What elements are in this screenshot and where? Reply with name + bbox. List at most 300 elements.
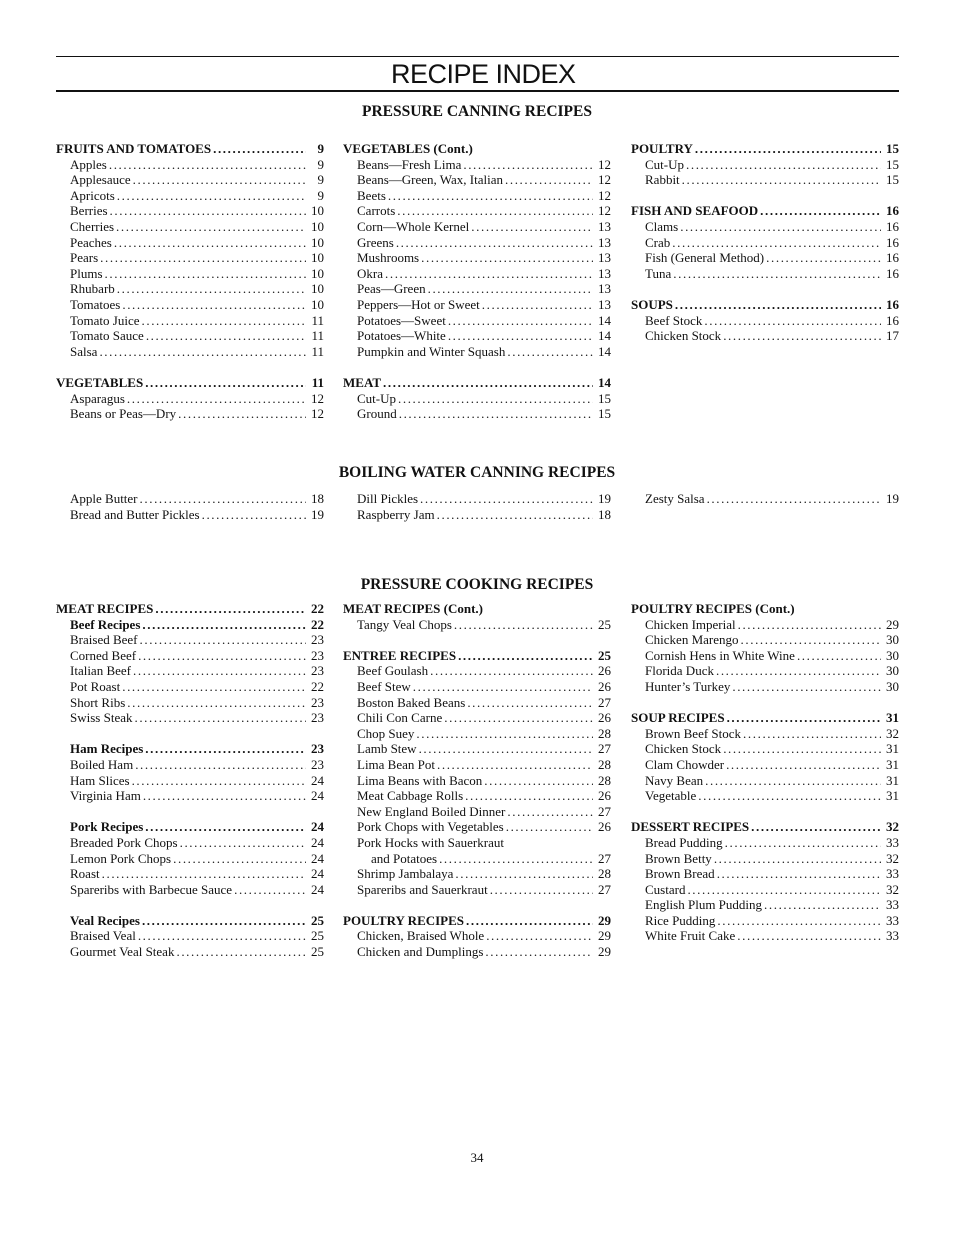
dot-leader — [176, 406, 306, 422]
index-entry-label: Carrots — [357, 203, 396, 219]
dot-leader — [435, 507, 593, 523]
index-entry-label: and Potatoes — [371, 850, 438, 866]
group-heading — [631, 203, 899, 219]
index-entry-label: Cut-Up — [645, 156, 684, 172]
dot-leader — [735, 928, 881, 944]
dot-leader — [483, 944, 593, 960]
index-entry-page: 26 — [598, 819, 611, 835]
dot-leader — [120, 679, 306, 695]
group-heading-label: MEAT — [343, 374, 382, 390]
index-entry-label: Tomato Juice — [70, 312, 140, 328]
index-entry — [631, 773, 899, 789]
index-entry-label: Lima Beans with Bacon — [357, 772, 483, 788]
group-heading — [56, 617, 324, 633]
index-entry — [343, 788, 611, 804]
index-entry — [631, 491, 899, 507]
index-entry-page: 33 — [886, 866, 899, 882]
group-heading — [56, 819, 324, 835]
dot-leader — [171, 851, 306, 867]
index-entry — [631, 788, 899, 804]
index-entry — [631, 897, 899, 913]
index-entry-page: 33 — [886, 897, 899, 913]
index-group — [343, 601, 611, 632]
index-entry — [343, 695, 611, 711]
index-entry-page: 19 — [598, 491, 611, 506]
index-entry-page: 31 — [886, 741, 899, 757]
group-heading — [56, 601, 324, 617]
dot-leader — [673, 297, 881, 313]
page-title: RECIPE INDEX — [391, 59, 576, 89]
index-entry — [56, 695, 324, 711]
dot-leader — [107, 157, 306, 173]
dot-leader — [418, 491, 593, 507]
dot-leader — [730, 679, 881, 695]
index-entry-label: Pork Chops with Vegetables — [357, 819, 504, 835]
group-heading-page: 32 — [886, 819, 899, 835]
dot-leader — [739, 632, 881, 648]
index-entry-label: Peppers—Hot or Sweet — [357, 296, 480, 312]
index-entry — [343, 851, 611, 867]
index-entry-label: Crab — [645, 234, 671, 250]
group-heading — [631, 819, 899, 835]
index-entry-page: 24 — [311, 772, 324, 788]
index-entry — [343, 297, 611, 313]
dot-leader — [125, 391, 306, 407]
dot-leader — [98, 250, 306, 266]
index-group — [56, 913, 324, 960]
dot-leader — [484, 928, 593, 944]
dot-leader — [456, 648, 593, 664]
group-heading-label: MEAT RECIPES — [56, 601, 154, 616]
index-entry-page: 24 — [311, 881, 324, 897]
index-entry — [343, 507, 611, 523]
index-entry-page: 24 — [311, 866, 324, 882]
dot-leader — [130, 773, 306, 789]
index-entry-page: 32 — [886, 850, 899, 866]
index-entry-page: 27 — [598, 803, 611, 819]
index-entry-label: Gourmet Veal Steak — [70, 944, 175, 960]
index-entry — [343, 281, 611, 297]
index-entry-label: Mushrooms — [357, 250, 420, 266]
index-entry — [631, 617, 899, 633]
index-entry-page: 27 — [598, 850, 611, 866]
index-entry-page: 25 — [311, 928, 324, 944]
group-heading-label: POULTRY RECIPES — [343, 912, 465, 928]
dot-leader — [136, 648, 306, 664]
dot-leader — [411, 679, 593, 695]
index-entry-label: Beef Goulash — [357, 663, 429, 679]
boiling-water-column-2 — [343, 491, 611, 538]
index-entry-page: 30 — [886, 678, 899, 694]
index-entry — [343, 741, 611, 757]
index-entry-label: Bread Pudding — [645, 834, 723, 850]
index-group — [631, 491, 899, 507]
index-entry-label: Chili Con Carne — [357, 710, 443, 726]
index-entry — [343, 391, 611, 407]
index-entry — [56, 219, 324, 235]
boiling-water-column-1 — [56, 491, 324, 538]
index-entry — [56, 266, 324, 282]
dot-leader — [132, 710, 306, 726]
index-entry-label: Clams — [645, 218, 679, 234]
index-group — [56, 741, 324, 803]
index-group — [56, 617, 324, 726]
title-top-rule — [56, 56, 899, 57]
index-entry-page: 10 — [311, 265, 324, 281]
index-entry — [631, 835, 899, 851]
index-entry — [343, 757, 611, 773]
index-entry-label: New England Boiled Dinner — [357, 803, 506, 819]
index-entry — [343, 928, 611, 944]
index-entry-label: Ground — [357, 406, 397, 422]
index-entry — [343, 235, 611, 251]
dot-leader — [671, 266, 881, 282]
index-entry-page: 22 — [311, 678, 324, 694]
dot-leader — [703, 773, 881, 789]
index-entry — [56, 203, 324, 219]
index-entry-label: English Plum Pudding — [645, 897, 763, 913]
index-entry-page: 28 — [598, 756, 611, 772]
dot-leader — [505, 804, 593, 820]
dot-leader — [211, 141, 306, 157]
group-heading-label: POULTRY — [631, 141, 693, 156]
index-entry-page: 23 — [311, 632, 324, 648]
group-heading — [631, 297, 899, 313]
dot-leader — [396, 391, 593, 407]
dot-leader — [463, 788, 593, 804]
index-entry-page: 16 — [886, 234, 899, 250]
index-entry — [343, 219, 611, 235]
index-entry-page: 16 — [886, 312, 899, 328]
pressure-canning-column-3 — [631, 141, 899, 359]
dot-leader — [140, 913, 306, 929]
index-entry-label: Apple Butter — [70, 491, 138, 506]
index-entry — [343, 313, 611, 329]
dot-leader — [469, 219, 593, 235]
group-heading-page: 31 — [886, 710, 899, 726]
index-entry — [343, 663, 611, 679]
group-heading — [343, 648, 611, 664]
pressure-cooking-column-1 — [56, 601, 324, 975]
index-entry — [56, 944, 324, 960]
index-entry-label: Ham Slices — [70, 772, 130, 788]
dot-leader — [435, 757, 593, 773]
group-heading — [343, 913, 611, 929]
dot-leader — [684, 157, 881, 173]
group-heading-page: 23 — [311, 741, 324, 757]
dot-leader — [725, 710, 881, 726]
index-entry-page: 16 — [886, 218, 899, 234]
group-heading — [343, 601, 611, 617]
dot-leader — [480, 297, 593, 313]
group-heading-page: 16 — [886, 203, 899, 219]
index-entry — [56, 851, 324, 867]
index-entry-page: 19 — [886, 491, 899, 506]
group-heading-label: SOUP RECIPES — [631, 710, 725, 726]
group-heading-label: Pork Recipes — [70, 819, 144, 835]
dot-leader — [103, 266, 306, 282]
index-entry-page: 17 — [886, 328, 899, 344]
section-title-pressure-cooking: PRESSURE COOKING RECIPES — [360, 576, 594, 593]
dot-leader — [426, 281, 593, 297]
index-entry — [56, 297, 324, 313]
index-entry — [631, 663, 899, 679]
dot-leader — [112, 235, 306, 251]
index-entry-page: 16 — [886, 250, 899, 266]
index-entry-page: 19 — [311, 506, 324, 522]
index-entry — [631, 313, 899, 329]
index-entry — [343, 157, 611, 173]
index-entry-page: 13 — [598, 218, 611, 234]
index-entry-label: Lima Bean Pot — [357, 756, 435, 772]
index-group — [56, 141, 324, 359]
index-entry-page: 10 — [311, 203, 324, 219]
group-heading — [631, 601, 899, 617]
index-entry — [343, 710, 611, 726]
index-entry-page: 16 — [886, 265, 899, 281]
index-group — [343, 648, 611, 898]
index-entry-label: Chicken Stock — [645, 328, 722, 344]
index-entry-page: 9 — [317, 187, 324, 203]
index-entry-page: 26 — [598, 710, 611, 726]
dot-leader — [419, 250, 593, 266]
dot-leader — [453, 866, 593, 882]
dot-leader — [144, 328, 306, 344]
dot-leader — [503, 172, 593, 188]
dot-leader — [758, 203, 881, 219]
dot-leader — [143, 375, 306, 391]
index-entry-label: Lamb Stew — [357, 741, 417, 757]
index-group — [56, 601, 324, 617]
index-entry-label: Chicken Stock — [645, 741, 722, 757]
index-entry-label: Clam Chowder — [645, 756, 725, 772]
section-title-boiling-water: BOILING WATER CANNING RECIPES — [338, 464, 616, 481]
index-entry-page: 10 — [311, 218, 324, 234]
index-entry-label: Pumpkin and Winter Squash — [357, 343, 506, 359]
group-heading-label: ENTREE RECIPES — [343, 647, 457, 663]
index-group — [343, 375, 611, 422]
dot-leader — [131, 663, 306, 679]
dot-leader — [140, 617, 306, 633]
dot-leader — [397, 406, 593, 422]
index-entry-page: 26 — [598, 678, 611, 694]
index-group — [631, 819, 899, 944]
index-entry-label: Chicken and Dumplings — [357, 944, 484, 960]
dot-leader — [505, 344, 593, 360]
index-entry — [343, 406, 611, 422]
index-entry-page: 31 — [886, 772, 899, 788]
index-entry-page: 18 — [598, 506, 611, 522]
group-heading-label: POULTRY RECIPES (Cont.) — [631, 601, 795, 616]
index-entry — [56, 406, 324, 422]
dot-leader — [721, 741, 881, 757]
index-entry-page: 12 — [598, 172, 611, 188]
index-entry — [56, 157, 324, 173]
index-entry — [343, 491, 611, 507]
index-entry-page: 27 — [598, 881, 611, 897]
index-entry-page: 33 — [886, 928, 899, 944]
group-heading-label: FISH AND SEAFOOD — [631, 203, 759, 219]
index-group — [56, 491, 324, 522]
dot-leader — [383, 266, 593, 282]
index-entry — [56, 757, 324, 773]
index-entry — [631, 172, 899, 188]
group-heading-label: SOUPS — [631, 296, 673, 312]
dot-leader — [762, 897, 881, 913]
index-entry — [56, 250, 324, 266]
index-entry-page: 24 — [311, 788, 324, 804]
index-group — [631, 141, 899, 188]
index-entry-page: 23 — [311, 756, 324, 772]
group-heading-page: 14 — [598, 374, 611, 390]
pressure-cooking-column-2 — [343, 601, 611, 975]
index-entry — [631, 235, 899, 251]
dot-leader — [678, 219, 881, 235]
dot-leader — [437, 851, 593, 867]
index-entry-label: Chop Suey — [357, 725, 415, 741]
index-entry — [56, 491, 324, 507]
index-entry-label: Meat Cabbage Rolls — [357, 788, 464, 804]
dot-leader — [417, 741, 593, 757]
index-entry — [56, 710, 324, 726]
index-entry-label: Plums — [70, 265, 103, 281]
index-entry-page: 32 — [886, 725, 899, 741]
group-heading-label: FRUITS AND TOMATOES — [56, 141, 212, 156]
index-entry — [56, 344, 324, 360]
dot-leader — [482, 773, 593, 789]
index-entry — [343, 250, 611, 266]
dot-leader — [141, 788, 306, 804]
dot-leader — [97, 344, 306, 360]
index-group — [631, 297, 899, 344]
index-entry — [56, 281, 324, 297]
index-entry-page: 33 — [886, 834, 899, 850]
group-heading-label: VEGETABLES — [56, 374, 144, 390]
index-group — [631, 601, 899, 695]
group-heading — [343, 375, 611, 391]
index-entry-label: Swiss Steak — [70, 710, 133, 726]
index-entry-page: 24 — [311, 834, 324, 850]
index-entry-page: 23 — [311, 663, 324, 679]
index-entry — [631, 726, 899, 742]
index-entry-label: Spareribs with Barbecue Sauce — [70, 881, 233, 897]
dot-leader — [446, 313, 593, 329]
index-entry — [56, 866, 324, 882]
index-entry-label: Okra — [357, 265, 383, 281]
index-entry — [56, 788, 324, 804]
index-entry-label: Greens — [357, 234, 394, 250]
dot-leader — [488, 882, 593, 898]
index-entry-page: 12 — [598, 203, 611, 219]
index-group — [631, 710, 899, 804]
dot-leader — [464, 913, 593, 929]
index-entry-page: 23 — [311, 694, 324, 710]
group-heading-page: 15 — [886, 141, 899, 156]
dot-leader — [115, 281, 306, 297]
index-entry-label: Breaded Pork Chops — [70, 834, 178, 850]
index-entry-label: Bread and Butter Pickles — [70, 506, 200, 522]
pressure-canning-column-1 — [56, 141, 324, 437]
index-group — [631, 203, 899, 281]
index-entry — [343, 866, 611, 882]
index-entry-page: 9 — [317, 172, 324, 188]
index-entry-page: 33 — [886, 912, 899, 928]
index-entry-page: 27 — [598, 741, 611, 757]
dot-leader — [120, 297, 306, 313]
index-entry-label: Braised Veal — [70, 928, 136, 944]
index-entry-label: Navy Bean — [645, 772, 704, 788]
index-entry — [343, 266, 611, 282]
index-entry-label: Virginia Ham — [70, 788, 141, 804]
index-entry — [56, 172, 324, 188]
index-entry — [56, 835, 324, 851]
title-bottom-rule — [56, 90, 899, 92]
index-entry-page: 11 — [311, 343, 324, 359]
index-entry-page: 9 — [317, 156, 324, 172]
dot-leader — [504, 819, 593, 835]
index-entry-page: 29 — [598, 944, 611, 960]
index-entry-label: Chicken Imperial — [645, 616, 736, 632]
index-group — [343, 141, 611, 359]
index-entry-label: Beans—Green, Wax, Italian — [357, 172, 503, 188]
dot-leader — [702, 313, 881, 329]
index-entry — [56, 391, 324, 407]
index-entry-page: 14 — [598, 343, 611, 359]
index-entry — [343, 835, 611, 851]
dot-leader — [178, 835, 306, 851]
index-entry-label: Beets — [357, 187, 386, 203]
index-entry-label: Zesty Salsa — [645, 491, 705, 506]
index-entry-page: 14 — [598, 312, 611, 328]
dot-leader — [680, 172, 881, 188]
index-entry — [631, 851, 899, 867]
index-entry — [56, 328, 324, 344]
index-entry-label: Beef Stew — [357, 678, 411, 694]
index-entry — [343, 773, 611, 789]
index-entry-page: 10 — [311, 234, 324, 250]
index-entry-page: 29 — [598, 928, 611, 944]
index-entry-label: Custard — [645, 881, 686, 897]
index-entry-page: 27 — [598, 694, 611, 710]
index-entry-page: 13 — [598, 265, 611, 281]
index-entry — [343, 804, 611, 820]
index-entry-page: 12 — [598, 156, 611, 172]
index-entry-label: Brown Betty — [645, 850, 712, 866]
dot-leader — [452, 617, 593, 633]
index-entry — [631, 866, 899, 882]
group-heading-page: 22 — [311, 601, 324, 616]
index-entry — [343, 617, 611, 633]
index-group — [56, 819, 324, 897]
index-entry — [343, 203, 611, 219]
index-entry-label: Dill Pickles — [357, 491, 419, 506]
group-heading-page: 29 — [598, 912, 611, 928]
index-entry-page: 18 — [311, 491, 324, 506]
index-entry-label: Potatoes—Sweet — [357, 312, 446, 328]
index-entry — [631, 757, 899, 773]
index-entry-page: 32 — [886, 881, 899, 897]
dot-leader — [670, 235, 881, 251]
index-entry-label: Short Ribs — [70, 694, 126, 710]
index-entry-label: Shrimp Jambalaya — [357, 866, 454, 882]
pressure-canning-column-2 — [343, 141, 611, 437]
group-heading-page: 25 — [311, 912, 324, 928]
group-heading — [56, 741, 324, 757]
index-entry — [631, 219, 899, 235]
group-heading-page: 25 — [598, 647, 611, 663]
page-number: 34 — [470, 1150, 484, 1165]
index-entry — [343, 944, 611, 960]
